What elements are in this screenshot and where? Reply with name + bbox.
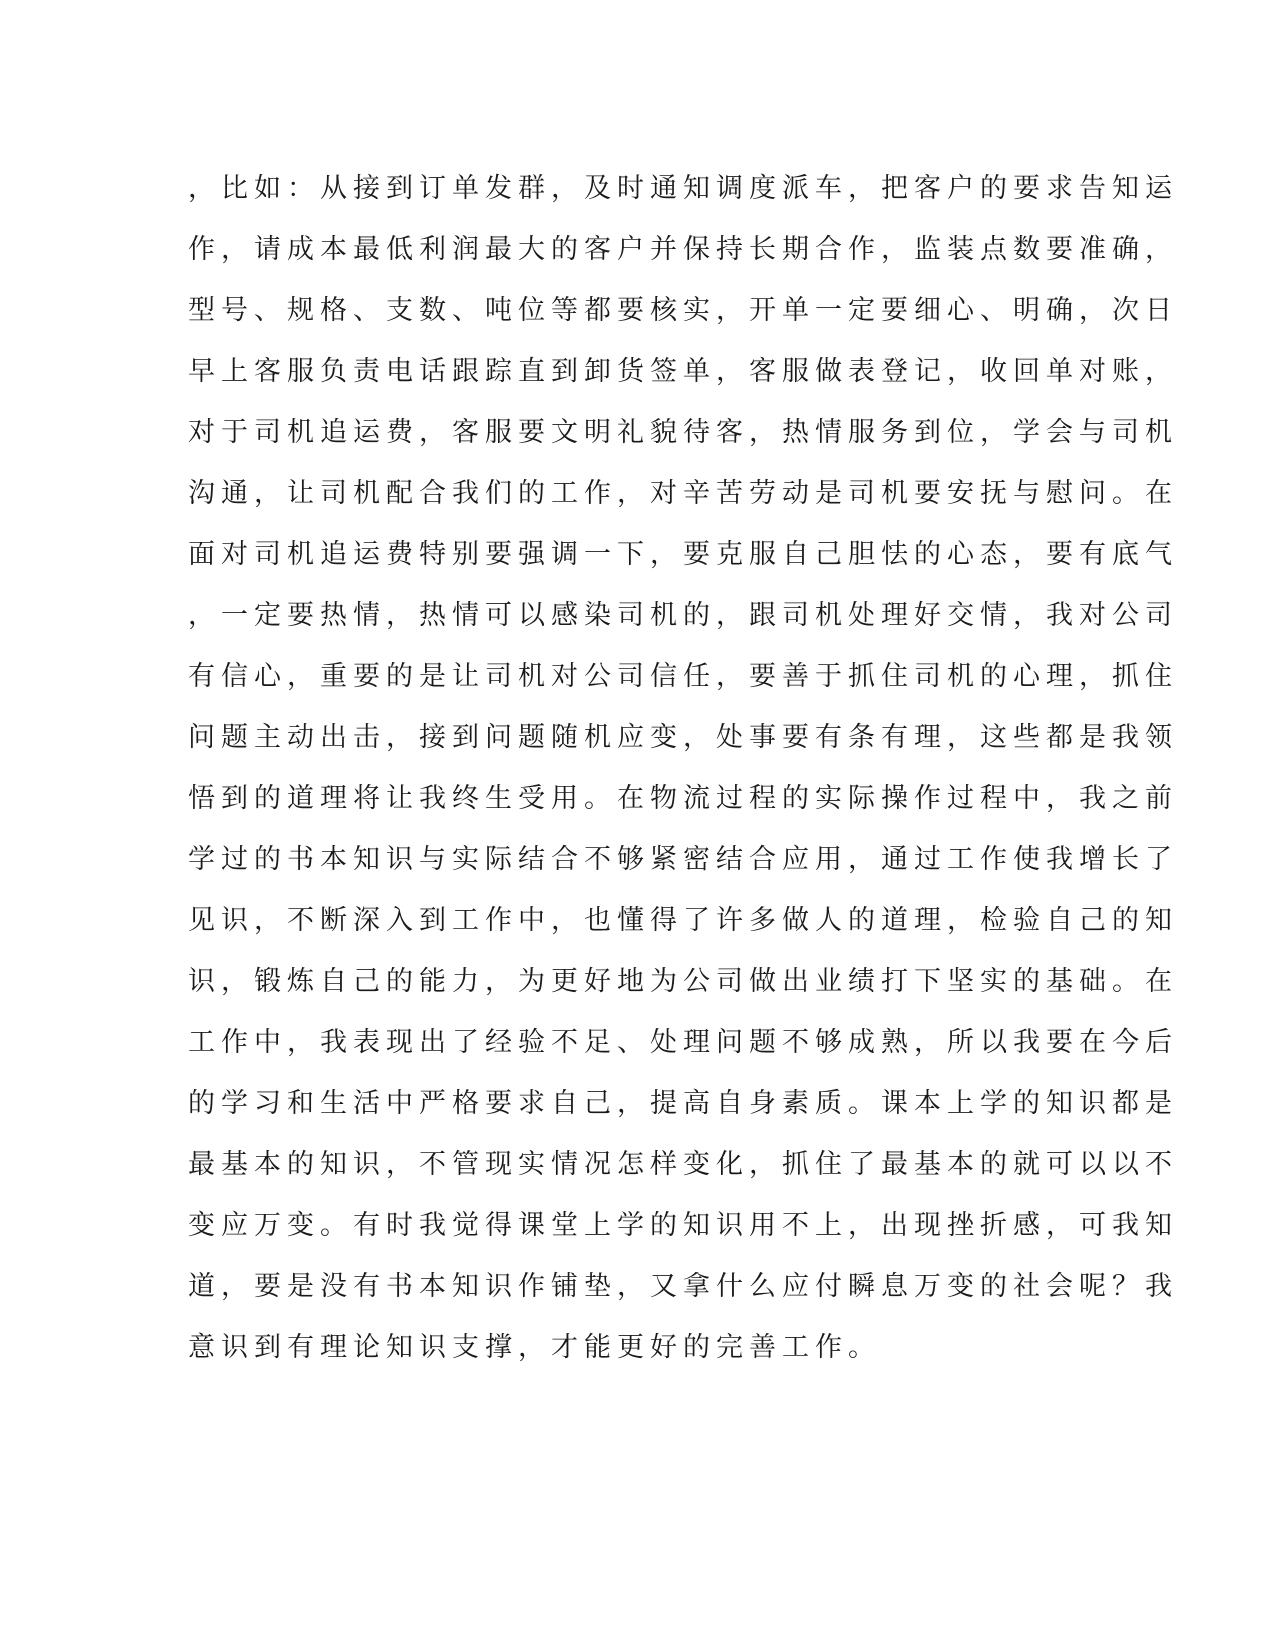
text-line-1: ，比如：从接到订单发群，及时通知调度派车，把客户的要求告知运 — [188, 173, 1178, 204]
body-text — [188, 163, 1178, 1383]
text-line-6: 沟通，让司机配合我们的工作，对辛苦劳动是司机要安抚与慰问。在 — [188, 478, 1178, 509]
text-line-12: 学过的书本知识与实际结合不够紧密结合应用，通过工作使我增长了 — [188, 844, 1178, 875]
text-line-19: 道，要是没有书本知识作铺垫，又拿什么应付瞬息万变的社会呢？我 — [188, 1271, 1178, 1302]
text-line-10: 问题主动出击，接到问题随机应变，处事要有条有理，这些都是我领 — [188, 722, 1178, 753]
text-line-17: 最基本的知识，不管现实情况怎样变化，抓住了最基本的就可以以不 — [188, 1149, 1178, 1180]
text-line-9: 有信心，重要的是让司机对公司信任，要善于抓住司机的心理，抓住 — [188, 661, 1178, 692]
text-line-20: 意识到有理论知识支撑，才能更好的完善工作。 — [188, 1332, 881, 1363]
text-line-5: 对于司机追运费，客服要文明礼貌待客，热情服务到位，学会与司机 — [188, 417, 1178, 448]
text-line-16: 的学习和生活中严格要求自己，提高自身素质。课本上学的知识都是 — [188, 1088, 1178, 1119]
text-line-13: 见识，不断深入到工作中，也懂得了许多做人的道理，检验自己的知 — [188, 905, 1178, 936]
text-line-3: 型号、规格、支数、吨位等都要核实，开单一定要细心、明确，次日 — [188, 295, 1178, 326]
text-line-8: ，一定要热情，热情可以感染司机的，跟司机处理好交情，我对公司 — [188, 600, 1178, 631]
text-line-4: 早上客服负责电话跟踪直到卸货签单，客服做表登记，收回单对账， — [188, 356, 1178, 387]
text-line-11: 悟到的道理将让我终生受用。在物流过程的实际操作过程中，我之前 — [188, 783, 1178, 814]
text-line-2: 作，请成本最低利润最大的客户并保持长期合作，监装点数要准确， — [188, 234, 1178, 265]
text-line-7: 面对司机追运费特别要强调一下，要克服自己胆怯的心态，要有底气 — [188, 539, 1178, 570]
text-line-18: 变应万变。有时我觉得课堂上学的知识用不上，出现挫折感，可我知 — [188, 1210, 1178, 1241]
text-line-14: 识，锻炼自己的能力，为更好地为公司做出业绩打下坚实的基础。在 — [188, 966, 1178, 997]
text-line-15: 工作中，我表现出了经验不足、处理问题不够成熟，所以我要在今后 — [188, 1027, 1178, 1058]
